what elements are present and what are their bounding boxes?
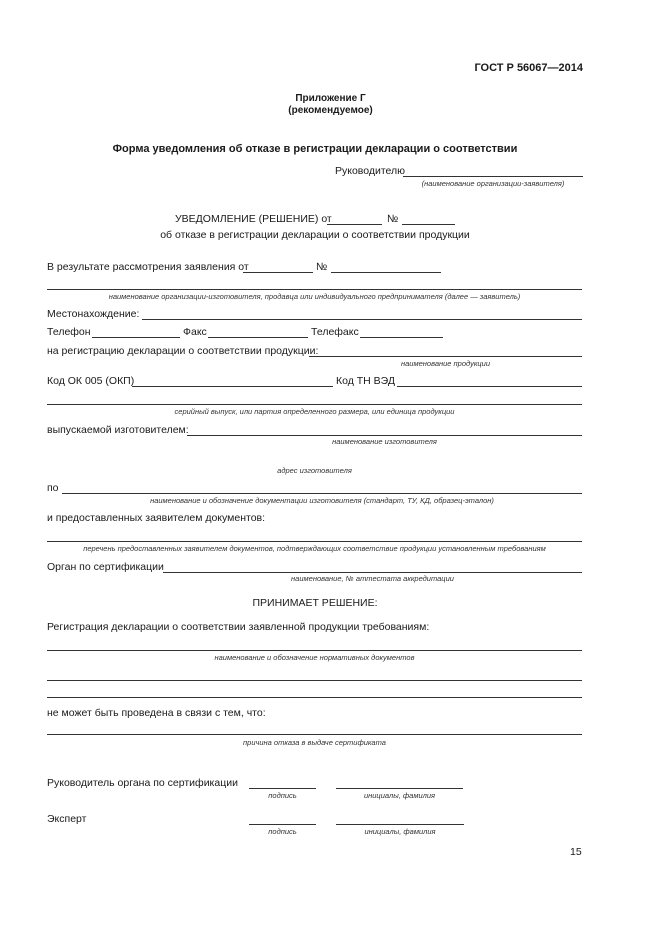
reason-caption: причина отказа в выдаче сертификата <box>243 738 386 747</box>
notice-date-line[interactable] <box>327 224 382 225</box>
registration-label: на регистрацию декларации о соответствии продукции: <box>47 345 319 357</box>
decision-registration-text: Регистрация декларации о соответствии заявленной продукции требованиям: <box>47 621 430 633</box>
product-caption: наименование продукции <box>400 359 490 368</box>
review-label: В результате рассмотрения заявления от <box>47 261 249 273</box>
cert-body-label: Орган по сертификации <box>47 561 164 573</box>
review-number-label: № <box>316 261 328 273</box>
decision-heading: ПРИНИМАЕТ РЕШЕНИЕ: <box>252 597 378 609</box>
addressee-caption: (наименование организации-заявителя) <box>421 179 565 188</box>
manufacturer-line[interactable] <box>187 435 582 436</box>
standard-designation: ГОСТ Р 56067—2014 <box>474 62 583 74</box>
provided-docs-caption: перечень предоставленных заявителем документов, подтверждающих соответствие продукции установленным требованиям <box>83 544 546 553</box>
phone-line[interactable] <box>92 337 180 338</box>
normative-caption: наименование и обозначение нормативных документов <box>214 653 415 662</box>
telefax-line[interactable] <box>360 337 443 338</box>
applicant-caption: наименование организации-изготовителя, продавца или индивидуального предпринимателя (далее — заявитель) <box>108 292 521 301</box>
manufactured-label: выпускаемой изготовителем: <box>47 424 189 436</box>
head-initials-line[interactable] <box>336 788 463 789</box>
manufacturer-caption: наименование изготовителя <box>332 437 437 446</box>
addressee-label: Руководителю <box>335 165 406 177</box>
telefax-label: Телефакс <box>311 326 359 338</box>
notice-heading: УВЕДОМЛЕНИЕ (РЕШЕНИЕ) от <box>175 213 332 225</box>
fax-line[interactable] <box>208 337 308 338</box>
cert-body-line[interactable] <box>163 572 582 573</box>
expert-initials-line[interactable] <box>336 824 464 825</box>
applicant-line[interactable] <box>47 289 582 290</box>
normative-line[interactable] <box>47 650 582 651</box>
by-label: по <box>47 482 59 494</box>
batch-line[interactable] <box>47 404 582 405</box>
address-caption: адрес изготовителя <box>277 466 352 475</box>
fax-label: Факс <box>183 326 207 338</box>
page-number: 15 <box>570 846 582 858</box>
appendix-title: Приложение Г <box>295 93 366 104</box>
review-number-line[interactable] <box>331 272 441 273</box>
head-signature-line[interactable] <box>249 788 316 789</box>
provided-docs-label: и предоставленных заявителем документов: <box>47 512 266 524</box>
review-date-line[interactable] <box>243 272 313 273</box>
normative-extra-line-2[interactable] <box>47 697 582 698</box>
expert-signature-caption: подпись <box>268 827 297 836</box>
notice-number-label: № <box>387 213 399 225</box>
docs-line[interactable] <box>62 493 582 494</box>
batch-caption: серийный выпуск, или партия определенного размера, или единица продукции <box>174 407 455 416</box>
form-title: Форма уведомления об отказе в регистрации декларации о соответствии <box>112 143 518 155</box>
appendix-status: (рекомендуемое) <box>288 105 373 116</box>
head-signature-label: Руководитель органа по сертификации <box>47 777 238 789</box>
reason-line[interactable] <box>47 734 582 735</box>
expert-signature-line[interactable] <box>249 824 316 825</box>
normative-extra-line-1[interactable] <box>47 680 582 681</box>
tnved-label: Код ТН ВЭД <box>336 375 395 387</box>
okp-label: Код ОК 005 (ОКП) <box>47 375 135 387</box>
decision-cannot-text: не может быть проведена в связи с тем, что: <box>47 707 266 719</box>
notice-number-line[interactable] <box>402 224 455 225</box>
head-initials-caption: инициалы, фамилия <box>363 791 436 800</box>
product-line[interactable] <box>309 356 582 357</box>
provided-docs-line[interactable] <box>47 541 582 542</box>
head-signature-caption: подпись <box>268 791 297 800</box>
notice-subheading: об отказе в регистрации декларации о соответствии продукции <box>160 229 470 241</box>
location-line[interactable] <box>142 319 582 320</box>
docs-caption: наименование и обозначение документации изготовителя (стандарт, ТУ, КД, образец-эталон) <box>150 496 494 505</box>
location-label: Местонахождение: <box>47 308 140 320</box>
expert-initials-caption: инициалы, фамилия <box>364 827 436 836</box>
addressee-line[interactable] <box>403 176 583 177</box>
expert-signature-label: Эксперт <box>47 813 87 825</box>
phone-label: Телефон <box>47 326 91 338</box>
tnved-line[interactable] <box>397 386 582 387</box>
cert-body-caption: наименование, № аттестата аккредитации <box>291 574 454 583</box>
okp-line[interactable] <box>132 386 333 387</box>
